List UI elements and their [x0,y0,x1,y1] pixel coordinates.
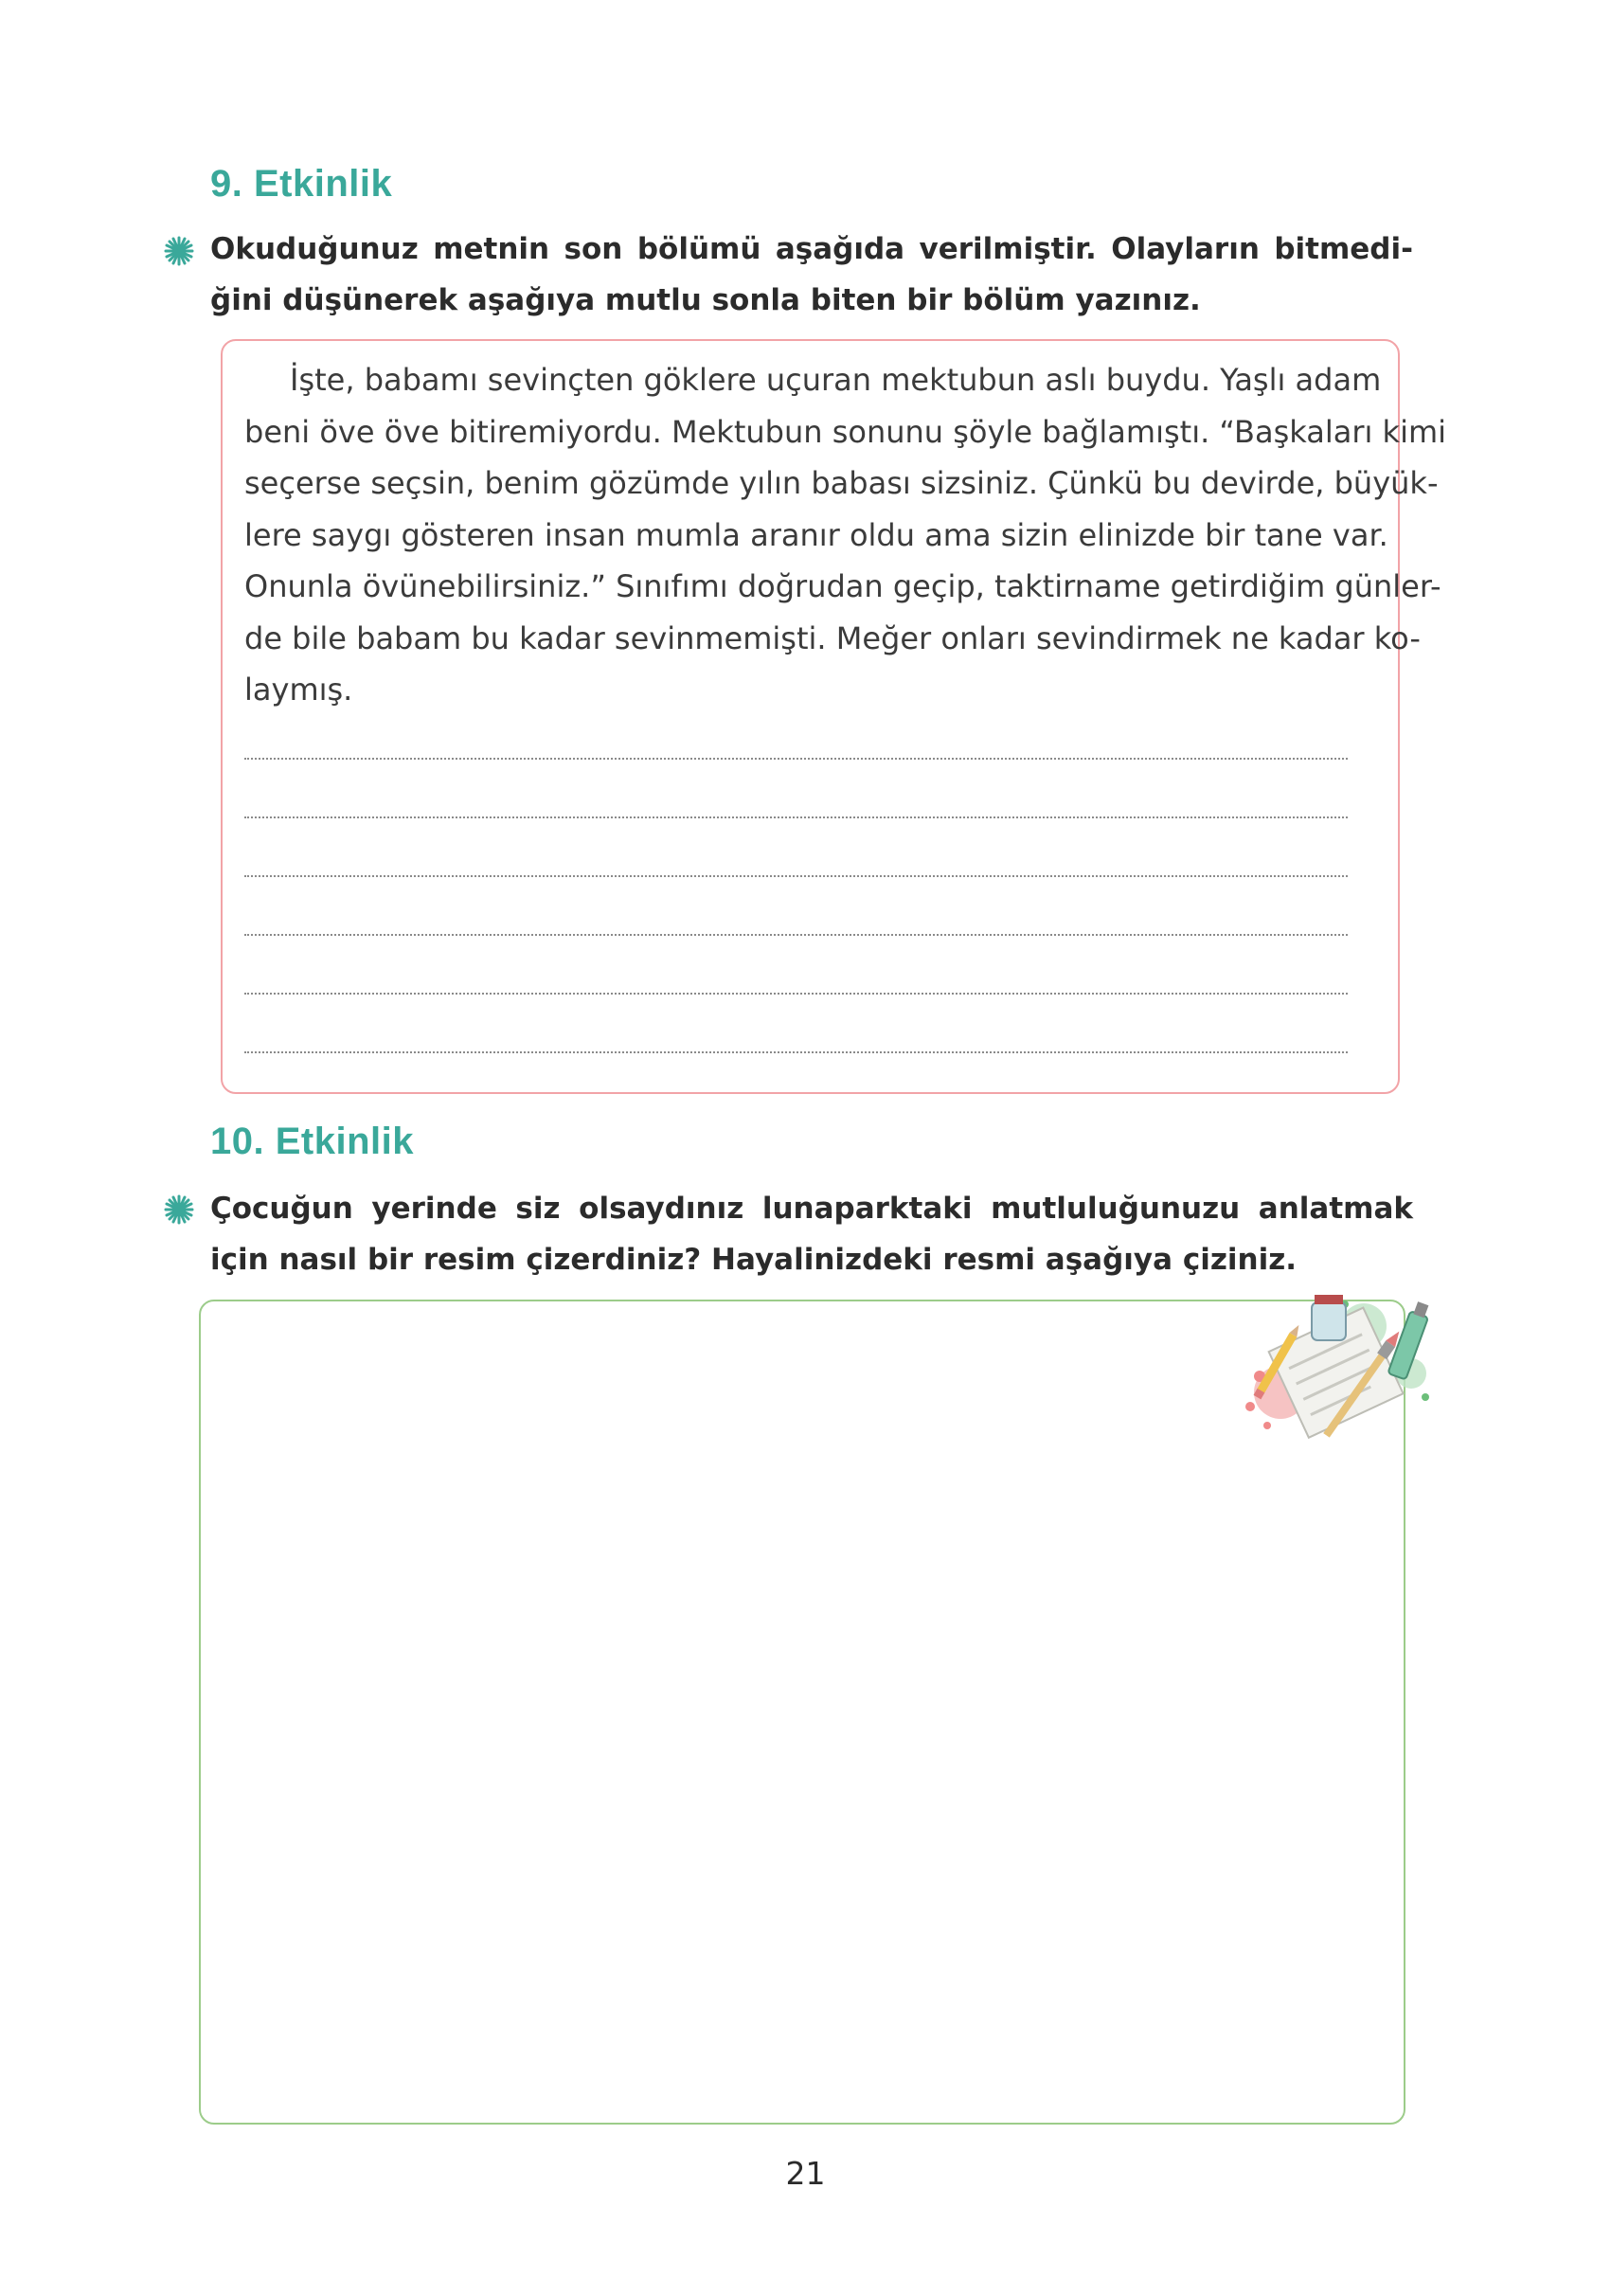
story-line: seçerse seçsin, benim gözümde yılın babası sizsiniz. Çünkü bu devirde, büyük- [244,465,1439,501]
story-box [221,339,1447,1094]
writing-line[interactable] [244,758,1348,760]
story-line: lere saygı gösteren insan mumla aranır oldu ama sizin elinizde bir tane var. [244,516,1388,553]
writing-line[interactable] [244,875,1348,877]
art-supplies-icon [1222,1283,1440,1463]
writing-line[interactable] [244,1051,1348,1053]
story-line: Onunla övünebilirsiniz.” Sınıfımı doğrudan geçip, taktirname getirdiğim günler- [244,568,1441,604]
page-number: 21 [785,2155,826,2192]
instruction-line: Çocuğun yerinde siz olsaydınız lunaparktaki mutluluğunuzu anlatmak [210,1192,1413,1226]
story-line: laymış. [244,672,353,708]
writing-line[interactable] [244,816,1348,818]
instruction-line: için nasıl bir resim çizerdiniz? Hayalinizdeki resmi aşağıya çiziniz. [210,1243,1298,1277]
story-text [244,354,1447,716]
story-line: de bile babam bu kadar sevinmemişti. Meğer onları sevindirmek ne kadar ko- [244,619,1421,656]
activity-9-title: 9. Etkinlik [210,163,393,205]
story-line: beni öve öve bitiremiyordu. Mektubun sonunu şöyle bağlamıştı. “Başkaları kimi [244,413,1447,450]
story-line: İşte, babamı sevinçten göklere uçuran mektubun aslı buydu. Yaşlı adam [290,362,1382,398]
activity-9-instruction [210,224,1413,326]
writing-line[interactable] [244,934,1348,936]
starburst-bullet-icon [163,1193,195,1226]
instruction-line: Okuduğunuz metnin son bölümü aşağıda verilmiştir. Olayların bitmedi- [210,232,1413,266]
writing-line[interactable] [244,993,1348,995]
starburst-bullet-icon [163,235,195,267]
instruction-line: ğini düşünerek aşağıya mutlu sonla biten bir bölüm yazınız. [210,283,1201,317]
activity-10-instruction [210,1183,1413,1285]
activity-10-title: 10. Etkinlik [210,1121,414,1162]
